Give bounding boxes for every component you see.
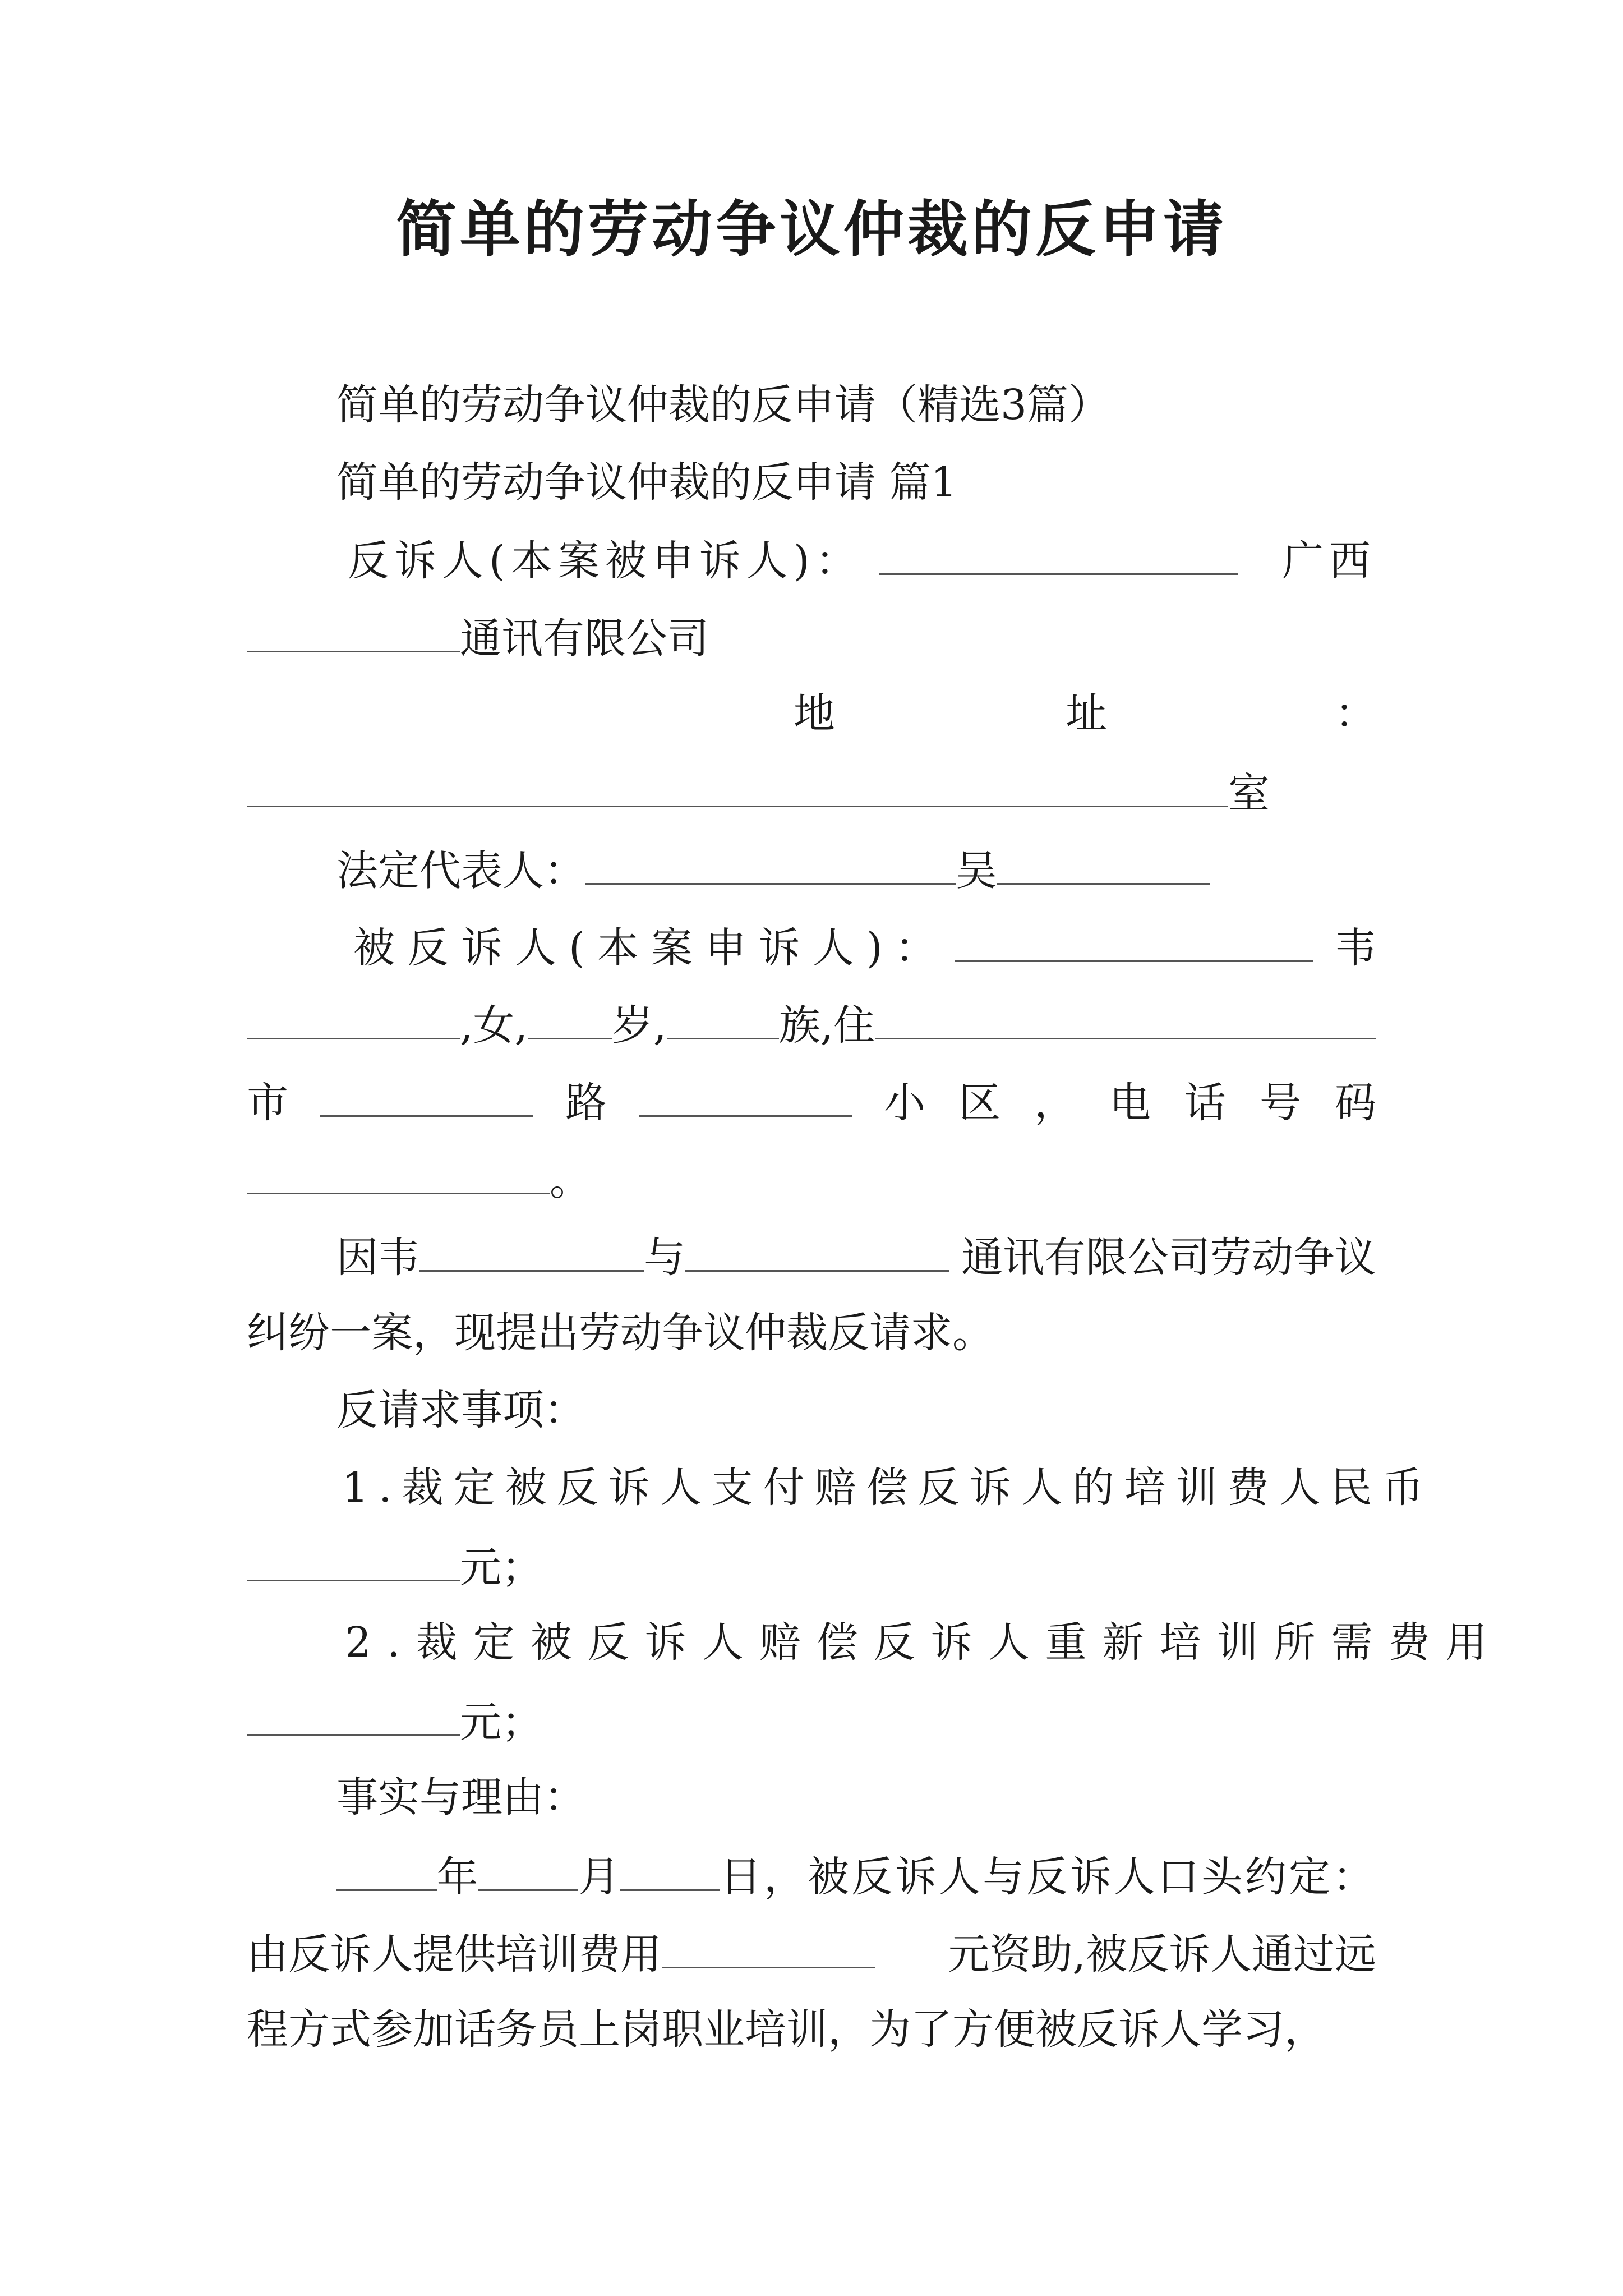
blank xyxy=(247,1540,460,1581)
blank xyxy=(247,1153,550,1194)
blank xyxy=(667,999,779,1039)
facts-line-2b: 元资助,被反诉人通过远 xyxy=(948,1930,1376,1979)
respondent-address-line xyxy=(247,1076,1410,1128)
blank xyxy=(247,999,460,1039)
blank xyxy=(955,921,1313,962)
blank xyxy=(585,844,956,885)
facts-heading: 事实与理由： xyxy=(336,1773,585,1821)
claim-2: 2.裁定被反诉人赔偿反诉人重新培训所需费用 xyxy=(345,1618,1503,1667)
respondent-part: 族,住 xyxy=(778,1001,875,1050)
address-part-phone: 小区，电话号码 xyxy=(884,1079,1410,1128)
facts-line-3: 程方式参加话务员上岗职业培训，为了方便被反诉人学习， xyxy=(247,2005,1326,2054)
claim-1: 1.裁定被反诉人支付赔偿反诉人的培训费人民币 xyxy=(342,1464,1434,1512)
legal-rep-label: 法定代表人： xyxy=(336,846,585,895)
dispute-line xyxy=(336,1231,1376,1283)
blank xyxy=(528,999,612,1039)
claim-1-end: 元； xyxy=(460,1543,543,1592)
period: 。 xyxy=(550,1156,591,1205)
blank xyxy=(320,1076,533,1117)
facts-year: 年 xyxy=(436,1853,478,1902)
blank xyxy=(620,1850,720,1891)
respondent-part: 岁, xyxy=(612,1001,667,1050)
address-line xyxy=(247,766,1270,818)
address-colon: ： xyxy=(1335,689,1376,738)
respondent-part: ,女, xyxy=(460,1001,528,1050)
section-heading: 简单的劳动争议仲裁的反申请 篇1 xyxy=(336,458,957,507)
counterclaimant-suffix: 广西 xyxy=(1282,537,1376,586)
address-label-2: 址 xyxy=(1066,689,1107,738)
respondent-label: 被反诉人(本案申诉人)： xyxy=(353,924,949,973)
blank xyxy=(419,1231,644,1272)
dispute-part-3: 通讯有限公司劳动争议 xyxy=(961,1234,1376,1282)
blank xyxy=(685,1231,949,1272)
address-part-city: 市 xyxy=(247,1079,288,1128)
facts-day: 日，被反诉人与反诉人口头约定： xyxy=(720,1853,1377,1902)
document-title: 简单的劳动争议仲裁的反申请 xyxy=(395,194,1227,265)
dispute-part-2: 与 xyxy=(644,1234,685,1282)
blank xyxy=(875,999,1376,1039)
blank xyxy=(662,1927,875,1968)
claim-2-end: 元； xyxy=(460,1698,543,1747)
counterclaimant-line xyxy=(348,534,1376,586)
counterclaimant-label: 反诉人(本案被申诉人)： xyxy=(348,537,863,586)
company-suffix: 通讯有限公司 xyxy=(460,614,709,663)
legal-rep-line xyxy=(336,844,1210,896)
claims-heading: 反请求事项： xyxy=(336,1386,585,1434)
address-label-1: 地 xyxy=(794,689,835,738)
respondent-line xyxy=(353,921,1376,973)
blank xyxy=(336,1850,437,1891)
company-line xyxy=(247,611,709,664)
phone-line xyxy=(247,1153,591,1205)
blank xyxy=(247,1695,460,1736)
blank xyxy=(247,611,460,652)
blank xyxy=(639,1076,852,1117)
subtitle: 简单的劳动争议仲裁的反申请（精选3篇） xyxy=(336,381,1110,429)
facts-line-2 xyxy=(247,1927,1376,1980)
facts-date-line xyxy=(336,1850,1376,1902)
claim-2-amount xyxy=(247,1695,543,1747)
respondent-suffix: 韦 xyxy=(1335,924,1376,973)
blank xyxy=(247,766,1228,807)
blank xyxy=(997,844,1210,885)
address-part-road: 路 xyxy=(565,1079,607,1128)
blank xyxy=(879,534,1238,575)
claim-1-amount xyxy=(247,1540,543,1593)
blank xyxy=(478,1850,579,1891)
address-suffix: 室 xyxy=(1228,769,1270,818)
facts-line-2a: 由反诉人提供培训费用 xyxy=(247,1930,662,1979)
facts-month: 月 xyxy=(578,1853,620,1902)
legal-rep-name: 吴 xyxy=(956,846,997,895)
respondent-details-line xyxy=(247,999,1376,1051)
dispute-part-1: 因韦 xyxy=(336,1234,419,1282)
dispute-continued: 纠纷一案，现提出劳动争议仲裁反请求。 xyxy=(247,1309,994,1357)
